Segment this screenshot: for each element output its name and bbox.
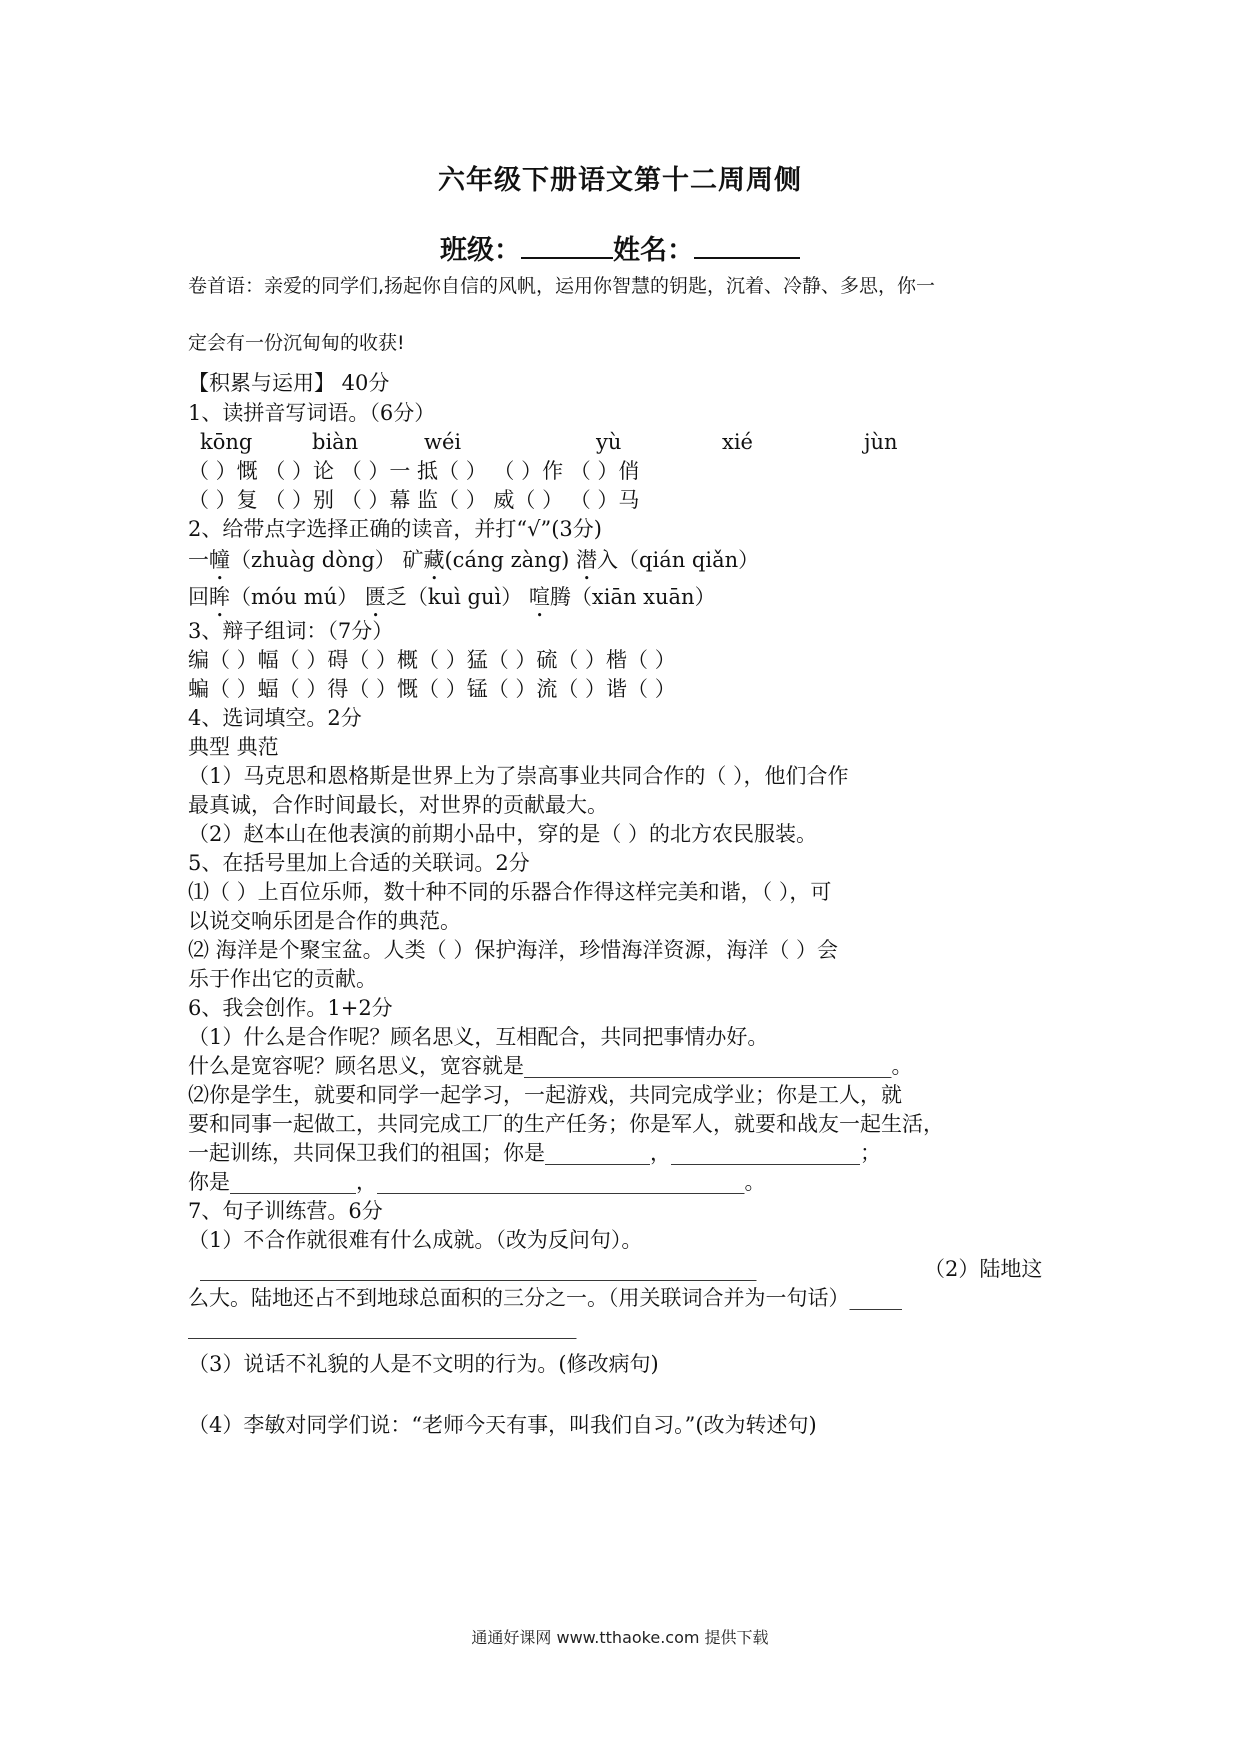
class-label: 班级： [440,235,521,266]
q4-sentence-2: （2）赵本山在他表演的前期小品中，穿的是（ ）的北方农民服装。 [188,822,818,846]
q2-dotted-char: 藏 [423,548,445,572]
q4-sentence-1a: （1）马克思和恩格斯是世界上为了崇高事业共同合作的（ ），他们合作 [188,764,849,788]
q7-answer-blank-2[interactable]: _____________________________________ [188,1315,577,1339]
q4-word-choices: 典型 典范 [188,735,279,759]
q2-dotted-char: 喧 [528,585,550,609]
q2-options[interactable]: 乏（kuì guì） [385,585,529,609]
q4-title: 4、选词填空。2分 [188,706,362,730]
q2-options[interactable]: （zhuàg dòng） [230,548,403,572]
q1-pinyin-4: yù [596,430,622,454]
q3-row-1: 编（ ）幅（ ）碍（ ）概（ ）猛（ ）硫（ ）楷（ ） [188,648,676,672]
page-title: 六年级下册语文第十二周周侧 [438,165,802,196]
q1-title: 1、读拼音写词语。（6分） [188,401,436,425]
q2-title: 2、给带点字选择正确的读音，并打“√”(3分) [188,517,602,541]
q6-sentence-1b[interactable]: 什么是宽容呢？顾名思义，宽容就是___________________________________。 [188,1054,913,1078]
q1-pinyin-1: kōng [200,430,253,454]
q5-sentence-1b: 以说交响乐团是合作的典范。 [188,909,461,933]
q2-dotted-char: 眸 [209,585,230,609]
name-blank[interactable] [694,231,800,259]
q7-answer-blank-1[interactable]: _____________________________________________________ [200,1257,757,1281]
footer-source: 通通好课网 www.tthaoke.com 提供下载 [471,1628,769,1647]
q3-row-2: 蝙（ ）蝠（ ）得（ ）慨（ ）锰（ ）流（ ）谐（ ） [188,677,676,701]
q6-sentence-2d[interactable]: 你是____________，___________________________________。 [188,1170,766,1194]
intro-line-2: 定会有一份沉甸甸的收获! [188,332,405,354]
q2-options[interactable]: 腾（xiān xuān） [549,585,716,609]
q1-pinyin-5: xié [722,430,753,454]
q2-row-1 [188,548,759,585]
section-heading: 【积累与运用】 40分 [188,371,390,395]
q5-sentence-2b: 乐于作出它的贡献。 [188,967,377,991]
q2-text: 一 [188,548,209,572]
q2-dotted-char: 幢 [209,548,230,572]
q5-title: 5、在括号里加上合适的关联词。2分 [188,851,530,875]
q7-sentence-1: （1）不合作就很难有什么成就。（改为反问句）。 [188,1228,643,1252]
q5-sentence-2a: ⑵ 海洋是个聚宝盆。人类（ ）保护海洋，珍惜海洋资源，海洋（ ）会 [188,938,839,962]
q1-pinyin-6: jùn [864,430,898,454]
name-label: 姓名： [613,235,694,266]
q2-text: 矿 [402,548,424,572]
q6-sentence-1a: （1）什么是合作呢？顾名思义，互相配合，共同把事情办好。 [188,1025,769,1049]
q7-sentence-2b[interactable]: 么大。陆地还占不到地球总面积的三分之一。（用关联词合并为一句话）_____ [188,1286,902,1310]
q7-sentence-2a: （2）陆地这 [924,1257,1043,1281]
q4-sentence-1b: 最真诚，合作时间最长，对世界的贡献最大。 [188,793,608,817]
q1-pinyin-2: biàn [312,430,359,454]
q2-text: 回 [188,585,209,609]
q7-sentence-3: （3）说话不礼貌的人是不文明的行为。(修改病句) [188,1352,659,1376]
q2-options[interactable]: 入（qián qiǎn） [597,548,760,572]
q2-options[interactable]: （móu mú） [230,585,365,609]
q1-row-2: （ ）复 （ ）别 （ ）幕 监（ ） 威（ ） （ ）马 [188,488,640,512]
q2-dotted-char: 匮 [364,585,386,609]
q6-title: 6、我会创作。1+2分 [188,996,393,1020]
intro-line-1: 卷首语：亲爱的同学们,扬起你自信的风帆，运用你智慧的钥匙，沉着、冷静、多思，你一 [188,275,936,297]
q6-sentence-2b: 要和同事一起做工，共同完成工厂的生产任务；你是军人，就要和战友一起生活， [188,1112,944,1136]
q3-title: 3、辩子组词：（7分） [188,619,394,643]
student-info-line [0,228,1240,267]
q7-sentence-4: （4）李敏对同学们说：“老师今天有事，叫我们自习。”(改为转述句) [188,1413,817,1437]
q6-sentence-2a: ⑵你是学生，就要和同学一起学习，一起游戏，共同完成学业；你是工人，就 [188,1083,902,1107]
q1-pinyin-3: wéi [424,430,462,454]
q2-row-2 [188,585,716,622]
q1-row-1: （ ）慨 （ ）论 （ ）一 抵（ ） （ ）作 （ ）俏 [188,459,640,483]
q2-dotted-char: 潜 [576,548,598,572]
q2-options[interactable]: (cáng zàng) [444,548,577,572]
q5-sentence-1a: ⑴（ ）上百位乐师，数十种不同的乐器合作得这样完美和谐，（ ），可 [188,880,832,904]
q6-sentence-2c[interactable]: 一起训练，共同保卫我们的祖国；你是__________，__________________； [188,1141,881,1165]
class-blank[interactable] [521,231,613,259]
q7-title: 7、句子训练营。6分 [188,1199,383,1223]
